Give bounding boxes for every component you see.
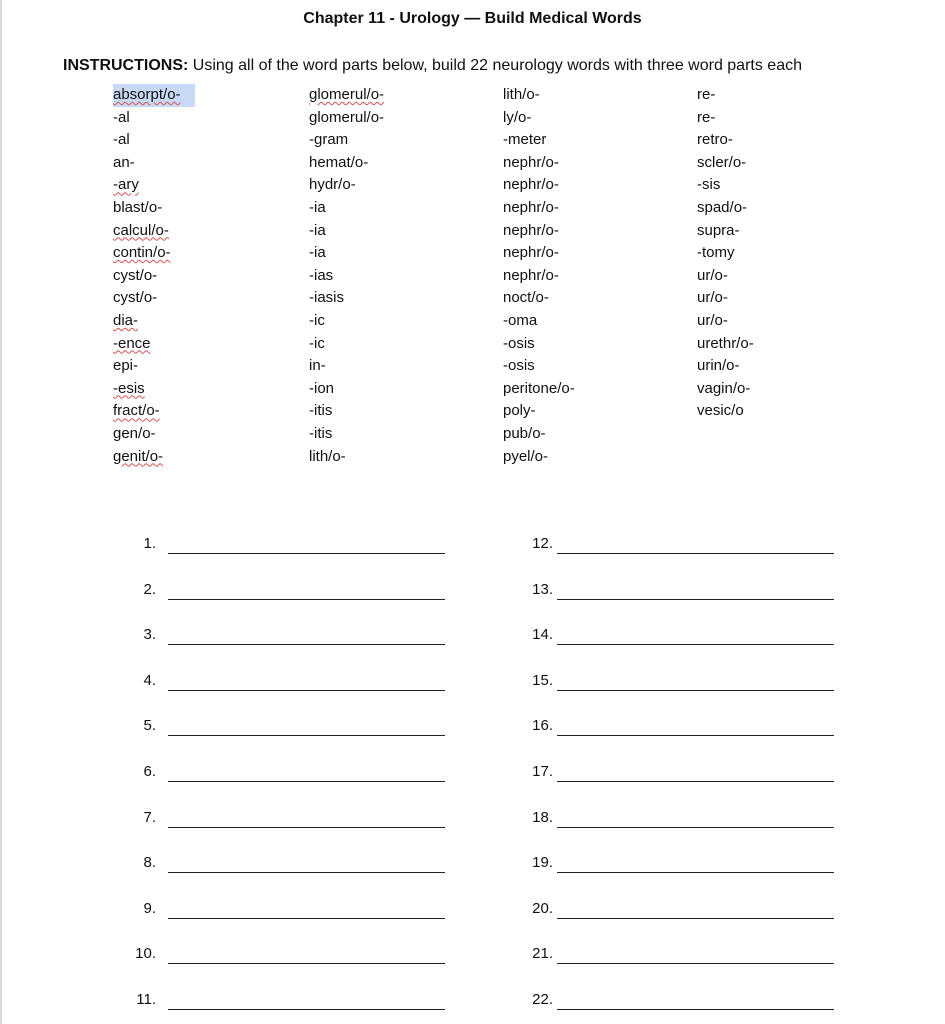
word-part-text: calcul/o- bbox=[113, 221, 169, 239]
word-part-text: -iasis bbox=[309, 289, 345, 307]
word-part bbox=[113, 107, 195, 130]
word-part-text: -osis bbox=[503, 357, 535, 375]
answer-blank-line[interactable] bbox=[168, 781, 445, 782]
word-part-text: scler/o- bbox=[697, 153, 747, 171]
word-part-text: blast/o- bbox=[113, 198, 163, 216]
word-part bbox=[309, 287, 384, 310]
word-part bbox=[309, 107, 384, 130]
word-part bbox=[503, 400, 575, 423]
word-part bbox=[113, 310, 195, 333]
word-part-text: pub/o- bbox=[503, 424, 546, 442]
word-part bbox=[697, 174, 754, 197]
word-part bbox=[309, 355, 384, 378]
answer-blank-line[interactable] bbox=[557, 690, 834, 691]
word-part bbox=[113, 423, 195, 446]
word-part-text: -esis bbox=[113, 379, 145, 397]
answer-number: 22. bbox=[532, 991, 553, 1008]
word-part-text: -ia bbox=[309, 244, 326, 262]
word-part bbox=[309, 446, 384, 469]
word-part-text: -tomy bbox=[697, 244, 735, 262]
word-part bbox=[697, 220, 754, 243]
word-part bbox=[309, 220, 384, 243]
answer-blank-line[interactable] bbox=[557, 781, 834, 782]
word-part-text: spad/o- bbox=[697, 198, 748, 216]
word-part-text: gen/o- bbox=[113, 424, 156, 442]
word-part-text: cyst/o- bbox=[113, 289, 158, 307]
word-part-text: dia- bbox=[113, 311, 139, 329]
word-part bbox=[697, 333, 754, 356]
instructions bbox=[63, 57, 802, 75]
answer-blank-line[interactable] bbox=[557, 735, 834, 736]
answer-blank-line[interactable] bbox=[557, 553, 834, 554]
word-part-text: nephr/o- bbox=[503, 153, 559, 171]
answer-number: 17. bbox=[532, 763, 553, 780]
word-part-text: -al bbox=[113, 131, 130, 149]
word-part-text: retro- bbox=[697, 131, 733, 149]
word-part-text: vagin/o- bbox=[697, 379, 751, 397]
answer-blank-line[interactable] bbox=[168, 827, 445, 828]
word-part-text: poly- bbox=[503, 402, 536, 420]
answer-number: 21. bbox=[532, 945, 553, 963]
word-part bbox=[697, 84, 754, 107]
answer-number: 1. bbox=[143, 535, 156, 552]
word-part bbox=[113, 84, 195, 107]
word-part bbox=[309, 378, 384, 401]
word-part-text: -gram bbox=[309, 131, 349, 149]
word-part-text: fract/o- bbox=[113, 402, 160, 420]
answer-number: 3. bbox=[143, 626, 156, 644]
answer-number: 6. bbox=[143, 763, 156, 780]
word-part bbox=[113, 265, 195, 288]
word-part bbox=[697, 197, 754, 220]
word-part-text: noct/o- bbox=[503, 289, 549, 307]
word-part bbox=[503, 220, 575, 243]
word-part-text: contin/o- bbox=[113, 244, 171, 262]
answer-blank-line[interactable] bbox=[557, 918, 834, 919]
word-part bbox=[113, 333, 195, 356]
word-part bbox=[503, 287, 575, 310]
word-part bbox=[503, 129, 575, 152]
word-part-text: nephr/o- bbox=[503, 266, 559, 284]
word-part bbox=[503, 423, 575, 446]
word-part bbox=[503, 197, 575, 220]
word-part-text: -ia bbox=[309, 198, 326, 216]
word-part-text: supra- bbox=[697, 221, 740, 239]
word-part bbox=[503, 152, 575, 175]
word-part bbox=[503, 242, 575, 265]
word-part-text: -ia bbox=[309, 221, 326, 239]
word-parts-column bbox=[697, 84, 754, 423]
page-title: Chapter 11 - Urology — Build Medical Words bbox=[303, 10, 642, 27]
word-part-text: hemat/o- bbox=[309, 153, 369, 171]
word-part-text: re- bbox=[697, 86, 716, 103]
word-part bbox=[503, 378, 575, 401]
word-part-text: urin/o- bbox=[697, 357, 740, 375]
word-part bbox=[309, 333, 384, 356]
word-part-text: in- bbox=[309, 357, 326, 375]
answer-number: 18. bbox=[532, 808, 553, 826]
word-part-text: nephr/o- bbox=[503, 198, 559, 216]
word-part-text: -itis bbox=[309, 424, 333, 442]
answer-number: 11. bbox=[136, 991, 156, 1008]
answer-blank-line[interactable] bbox=[557, 1009, 834, 1010]
word-part bbox=[113, 220, 195, 243]
word-part bbox=[697, 355, 754, 378]
word-part-text: ur/o- bbox=[697, 266, 728, 284]
answer-blank-line[interactable] bbox=[168, 872, 445, 873]
word-part bbox=[697, 310, 754, 333]
word-part-text: nephr/o- bbox=[503, 176, 559, 194]
answer-blank-line[interactable] bbox=[557, 644, 834, 645]
answer-blank-line[interactable] bbox=[168, 918, 445, 919]
word-part-text: -ence bbox=[113, 334, 151, 352]
word-part bbox=[697, 265, 754, 288]
answer-blank-line[interactable] bbox=[168, 735, 445, 736]
word-part-text: -ias bbox=[309, 266, 334, 284]
answer-number: 9. bbox=[143, 899, 156, 917]
word-part bbox=[697, 378, 754, 401]
word-part bbox=[503, 446, 575, 469]
word-part-text: re- bbox=[697, 108, 716, 126]
word-part bbox=[697, 242, 754, 265]
answer-number: 4. bbox=[143, 671, 156, 689]
word-part bbox=[503, 84, 575, 107]
word-part bbox=[309, 129, 384, 152]
word-part-text: ur/o- bbox=[697, 289, 728, 307]
word-part bbox=[113, 400, 195, 423]
word-part-text: urethr/o- bbox=[697, 334, 754, 352]
word-part bbox=[113, 152, 195, 175]
answer-blank-line[interactable] bbox=[168, 644, 445, 645]
word-part-text: -ary bbox=[113, 176, 139, 194]
answer-number: 14. bbox=[532, 626, 553, 644]
word-part bbox=[503, 310, 575, 333]
word-part-text: -ion bbox=[309, 379, 335, 397]
instructions-text: Using all of the word parts below, build 22 neurology words with three word parts each bbox=[188, 57, 802, 74]
word-part-text: ly/o- bbox=[503, 108, 532, 126]
word-part-text: -oma bbox=[503, 311, 538, 329]
word-part-text: -itis bbox=[309, 402, 333, 420]
word-part bbox=[503, 333, 575, 356]
word-part bbox=[697, 287, 754, 310]
word-part-text: -ic bbox=[309, 334, 325, 352]
word-part-text: vesic/o bbox=[697, 402, 744, 420]
word-part bbox=[503, 265, 575, 288]
word-part-text: lith/o- bbox=[309, 447, 346, 465]
word-part-text: glomerul/o- bbox=[309, 108, 385, 126]
word-part-text: cyst/o- bbox=[113, 266, 158, 284]
word-part bbox=[309, 265, 384, 288]
answer-blank-line[interactable] bbox=[168, 963, 445, 964]
word-part bbox=[113, 378, 195, 401]
word-part-text: nephr/o- bbox=[503, 221, 559, 239]
word-part-text: ur/o- bbox=[697, 311, 728, 329]
answer-number: 12. bbox=[532, 535, 553, 552]
word-part bbox=[697, 152, 754, 175]
answer-blank-line[interactable] bbox=[557, 872, 834, 873]
word-part-text: -meter bbox=[503, 131, 547, 149]
word-part-text: an- bbox=[113, 153, 135, 171]
word-part bbox=[309, 400, 384, 423]
word-part bbox=[309, 310, 384, 333]
word-part bbox=[113, 287, 195, 310]
word-part bbox=[113, 355, 195, 378]
word-part-text: -sis bbox=[697, 176, 721, 194]
answer-blank-line[interactable] bbox=[168, 599, 445, 600]
answer-blank-line[interactable] bbox=[168, 553, 445, 554]
word-parts-column bbox=[309, 84, 384, 468]
word-part-text: genit/o- bbox=[113, 447, 164, 465]
word-part-text: absorpt/o- bbox=[113, 84, 195, 107]
word-part-text: -osis bbox=[503, 334, 535, 352]
answer-number: 19. bbox=[532, 854, 553, 872]
word-part bbox=[309, 152, 384, 175]
answer-number: 8. bbox=[143, 854, 156, 872]
word-part bbox=[503, 355, 575, 378]
answer-blank-line[interactable] bbox=[168, 1009, 445, 1010]
word-parts-column bbox=[503, 84, 575, 468]
answer-blank-line[interactable] bbox=[557, 827, 834, 828]
word-part bbox=[113, 174, 195, 197]
word-part-text: epi- bbox=[113, 357, 139, 375]
instructions-label: INSTRUCTIONS: bbox=[63, 57, 189, 74]
answer-number: 7. bbox=[143, 808, 156, 826]
word-part bbox=[309, 174, 384, 197]
word-parts-column bbox=[113, 84, 195, 468]
word-part bbox=[697, 129, 754, 152]
word-part bbox=[113, 129, 195, 152]
answer-number: 10. bbox=[135, 945, 156, 963]
answer-number: 15. bbox=[532, 671, 553, 689]
word-part bbox=[113, 197, 195, 220]
word-part-text: -al bbox=[113, 108, 130, 126]
word-part bbox=[113, 242, 195, 265]
page-left-edge bbox=[0, 0, 2, 1024]
word-part-text: hydr/o- bbox=[309, 176, 356, 194]
answer-number: 16. bbox=[532, 717, 553, 735]
answer-number: 13. bbox=[532, 580, 553, 598]
word-part bbox=[309, 423, 384, 446]
answer-blank-line[interactable] bbox=[168, 690, 445, 691]
word-part-text: pyel/o- bbox=[503, 447, 549, 465]
word-part-text: lith/o- bbox=[503, 86, 540, 103]
word-part bbox=[309, 242, 384, 265]
word-part-text: -ic bbox=[309, 311, 325, 329]
answer-number: 2. bbox=[143, 580, 156, 598]
answer-blank-line[interactable] bbox=[557, 963, 834, 964]
word-part-text: nephr/o- bbox=[503, 244, 559, 262]
word-part bbox=[309, 84, 384, 107]
word-part bbox=[697, 400, 754, 423]
word-part bbox=[697, 107, 754, 130]
answer-number: 5. bbox=[143, 717, 156, 735]
word-part bbox=[309, 197, 384, 220]
word-part bbox=[503, 107, 575, 130]
answer-number: 20. bbox=[532, 899, 553, 917]
word-part-text: peritone/o- bbox=[503, 379, 575, 397]
word-part bbox=[503, 174, 575, 197]
word-part-text: glomerul/o- bbox=[309, 86, 385, 103]
word-part bbox=[113, 446, 195, 469]
answer-blank-line[interactable] bbox=[557, 599, 834, 600]
